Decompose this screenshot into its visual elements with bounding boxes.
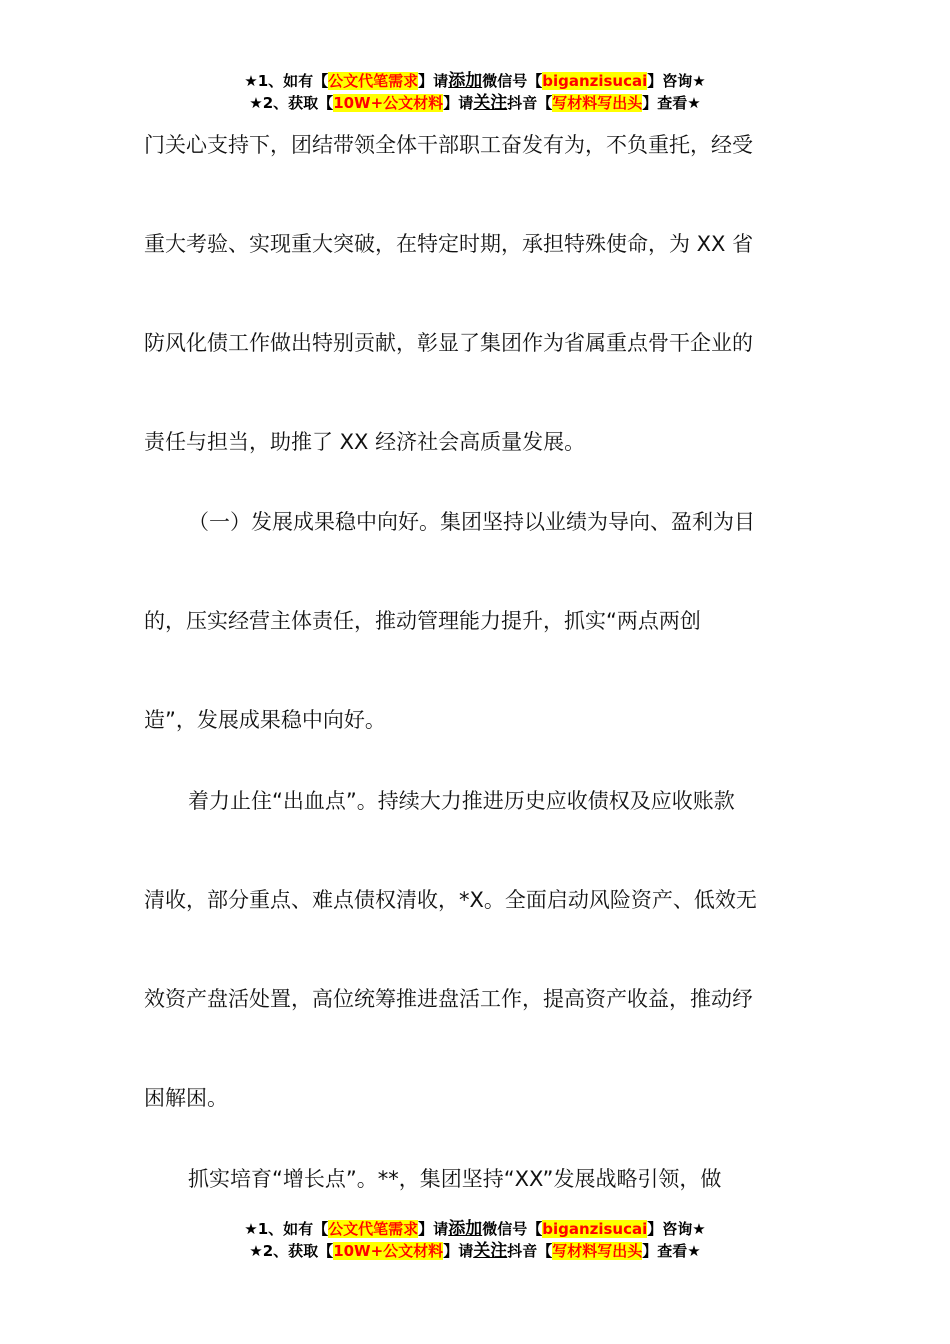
banner-text: 】查看★ [642,1242,701,1260]
text-line: 责任与担当，助推了 XX 经济社会高质量发展。 [144,430,586,454]
banner-text: 】咨询★ [647,72,706,90]
highlight-materials: 10W+公文材料 [333,94,444,112]
text-line: 清收，部分重点、难点债权清收，*X。全面启动风险资产、低效无 [144,888,757,912]
highlight-service: 公文代笔需求 [328,72,419,90]
banner-line-1 [0,1218,950,1240]
banner-line-2 [0,92,950,114]
banner-text: 微信号【 [482,72,543,90]
banner-text: ★1、如有【 [244,72,329,90]
text-line: 防风化债工作做出特别贡献，彰显了集团作为省属重点骨干企业的 [144,331,753,355]
banner-text: 微信号【 [482,1220,543,1238]
paragraph-start-line: 着力止住“出血点”。持续大力推进历史应收债权及应收账款 [188,789,735,813]
banner-text: 】请 [418,1220,449,1238]
banner-text: ★1、如有【 [244,1220,329,1238]
banner-line-2 [0,1240,950,1262]
section-heading-line: （一）发展成果稳中向好。集团坚持以业绩为导向、盈利为目 [188,510,755,534]
paragraph-start-line: 抓实培育“增长点”。**，集团坚持“XX”发展战略引领，做 [188,1167,722,1191]
footer-banner [0,1218,950,1262]
highlight-wechat-id: biganzisucai [542,72,648,90]
highlight-service: 公文代笔需求 [328,1220,419,1238]
emphasis-follow: 关注 [473,1241,508,1261]
header-banner [0,70,950,114]
highlight-douyin-account: 写材料写出头 [552,94,643,112]
emphasis-add: 添加 [448,1219,483,1239]
text-line: 效资产盘活处置，高位统筹推进盘活工作，提高资产收益，推动纾 [144,987,753,1011]
banner-text: ★2、获取【 [249,94,334,112]
banner-text: 抖音【 [507,94,553,112]
banner-text: 】请 [443,94,474,112]
banner-line-1 [0,70,950,92]
banner-text: 】查看★ [642,94,701,112]
text-line: 的，压实经营主体责任，推动管理能力提升，抓实“两点两创 [144,609,701,633]
emphasis-add: 添加 [448,71,483,91]
emphasis-follow: 关注 [473,93,508,113]
highlight-douyin-account: 写材料写出头 [552,1242,643,1260]
banner-text: 】请 [418,72,449,90]
text-line: 门关心支持下，团结带领全体干部职工奋发有为，不负重托，经受 [144,133,753,157]
banner-text: 抖音【 [507,1242,553,1260]
banner-text: 】咨询★ [647,1220,706,1238]
text-line: 困解困。 [144,1086,228,1110]
text-line: 重大考验、实现重大突破，在特定时期，承担特殊使命，为 XX 省 [144,232,754,256]
text-line: 造”，发展成果稳中向好。 [144,708,386,732]
highlight-wechat-id: biganzisucai [542,1220,648,1238]
banner-text: 】请 [443,1242,474,1260]
banner-text: ★2、获取【 [249,1242,334,1260]
highlight-materials: 10W+公文材料 [333,1242,444,1260]
